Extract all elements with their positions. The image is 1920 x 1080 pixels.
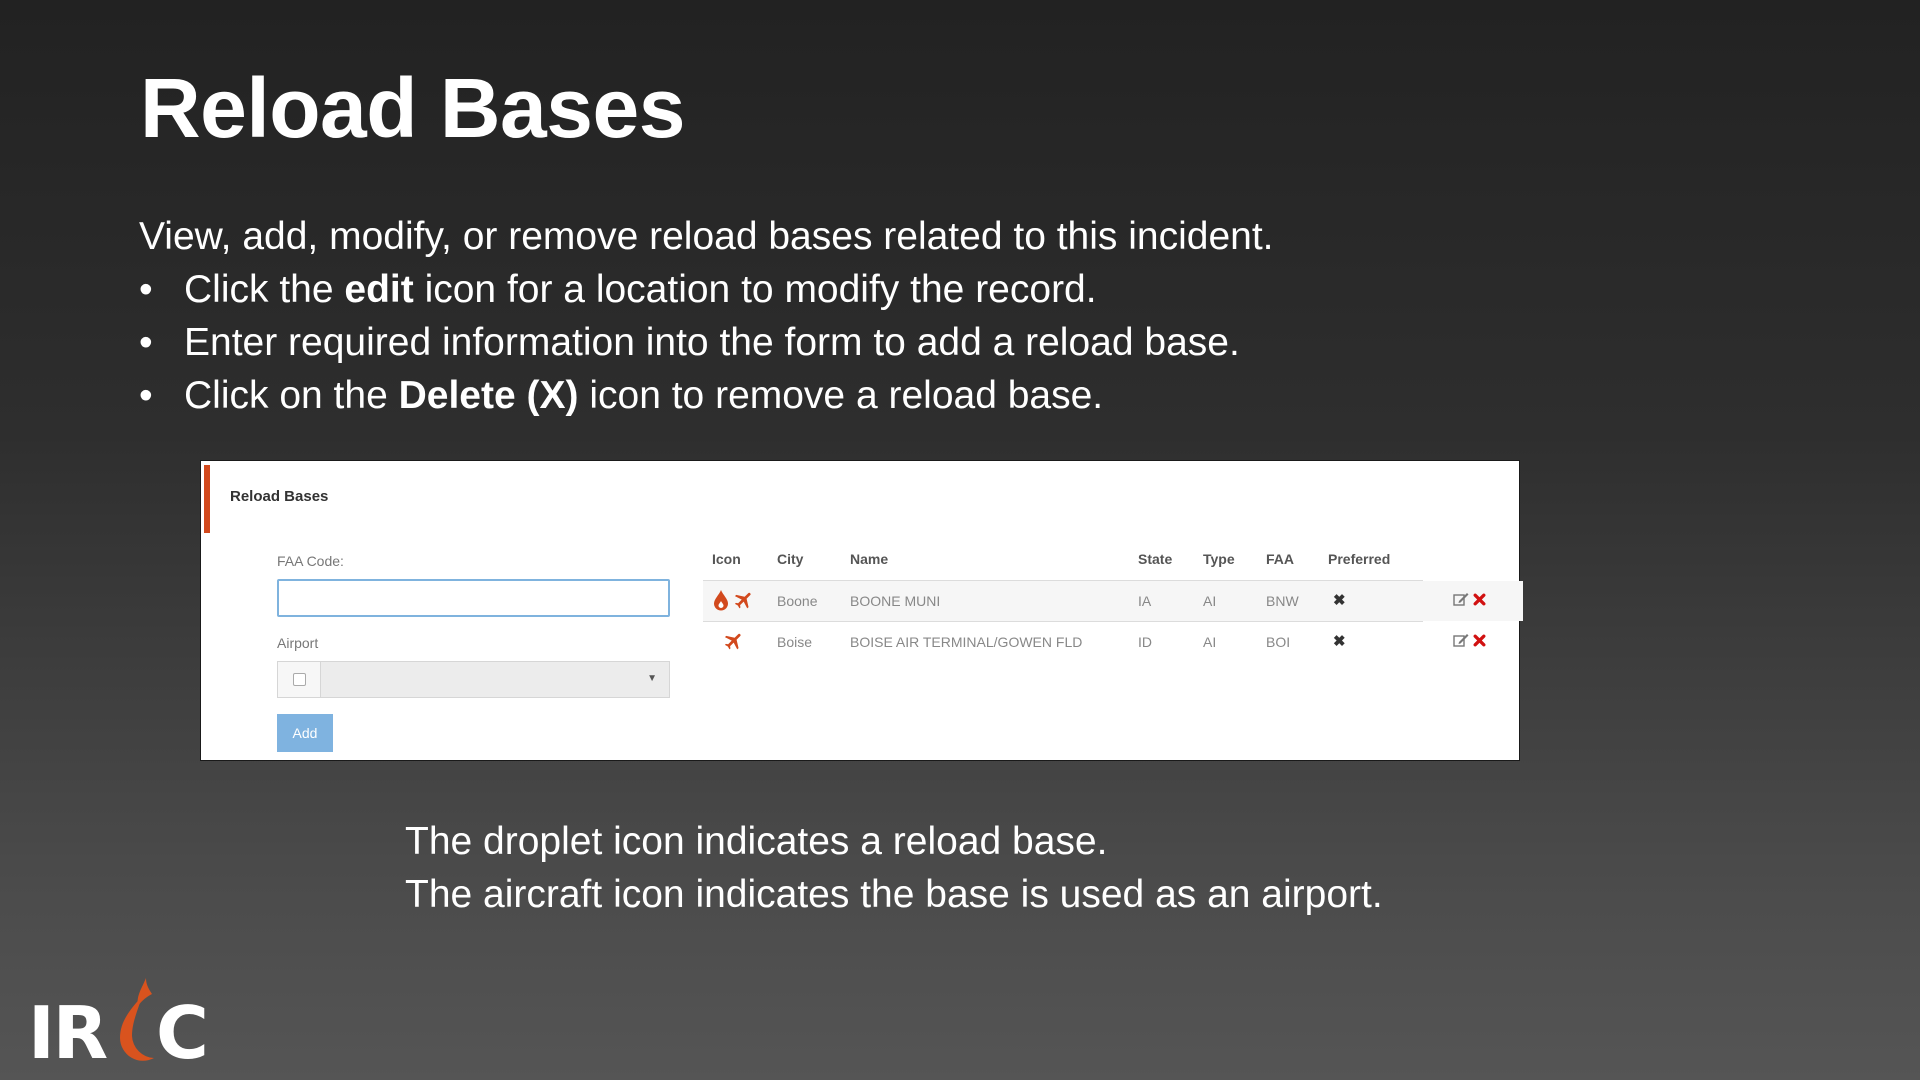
svg-text:C: C (156, 991, 209, 1072)
droplet-icon (713, 589, 729, 611)
reload-bases-panel (200, 460, 1520, 761)
panel-accent-bar (204, 465, 210, 533)
legend-aircraft-note: The aircraft icon indicates the base is used as an airport. (405, 873, 1383, 916)
aircraft-icon (733, 589, 755, 611)
bullet-dot: • (139, 374, 153, 417)
row-faa: BOI (1266, 634, 1291, 650)
preferred-x-icon: ✖ (1333, 633, 1346, 650)
legend-droplet-note: The droplet icon indicates a reload base. (405, 820, 1108, 863)
svg-text:IR: IR (28, 991, 107, 1072)
aircraft-icon (723, 630, 745, 652)
column-header-preferred[interactable]: Preferred (1328, 551, 1391, 567)
table-row[interactable] (703, 581, 1523, 621)
edit-icon[interactable] (1453, 632, 1469, 648)
faa-code-label: FAA Code: (277, 553, 344, 569)
row-name: BOONE MUNI (850, 593, 941, 609)
column-header-city[interactable]: City (777, 551, 804, 567)
bullet-dot: • (139, 268, 153, 311)
faa-code-input[interactable] (277, 579, 670, 617)
row-type: AI (1203, 593, 1217, 609)
caret-down-icon: ▼ (647, 673, 657, 684)
icon-legend (405, 815, 1383, 921)
checkbox-box (293, 673, 306, 686)
row-state: ID (1138, 634, 1152, 650)
table-row[interactable] (703, 622, 1523, 662)
airport-checkbox[interactable] (278, 662, 321, 697)
column-header-faa[interactable]: FAA (1266, 551, 1294, 567)
column-header-icon[interactable]: Icon (712, 551, 741, 567)
column-header-state[interactable]: State (1138, 551, 1173, 567)
airport-field (277, 661, 670, 698)
row-type: AI (1203, 634, 1217, 650)
row-city: Boone (777, 593, 818, 609)
row-state: IA (1138, 593, 1152, 609)
delete-icon[interactable] (1473, 593, 1486, 606)
row-faa: BNW (1266, 593, 1299, 609)
instruction-item: • Click on the Delete (X) icon to remove a reload base. (139, 369, 1240, 422)
instruction-list (139, 263, 1240, 422)
bullet-dot: • (139, 321, 153, 364)
airport-label: Airport (277, 635, 319, 651)
panel-title: Reload Bases (230, 488, 329, 505)
row-city: Boise (777, 634, 813, 650)
instruction-item: • Click the edit icon for a location to modify the record. (139, 263, 1240, 316)
airport-select[interactable] (321, 662, 669, 697)
edit-icon[interactable] (1453, 591, 1469, 607)
instruction-item: • Enter required information into the form to add a reload base. (139, 316, 1240, 369)
add-button[interactable]: Add (277, 714, 333, 752)
column-header-type[interactable]: Type (1203, 551, 1235, 567)
slide-title: Reload Bases (140, 61, 685, 155)
preferred-x-icon: ✖ (1333, 592, 1346, 609)
row-name: BOISE AIR TERMINAL/GOWEN FLD (850, 634, 1083, 650)
reload-bases-table (703, 551, 1523, 671)
column-header-name[interactable]: Name (850, 551, 889, 567)
iroc-logo (28, 972, 218, 1072)
slide-intro: View, add, modify, or remove reload bases related to this incident. (139, 215, 1274, 258)
delete-icon[interactable] (1473, 634, 1486, 647)
